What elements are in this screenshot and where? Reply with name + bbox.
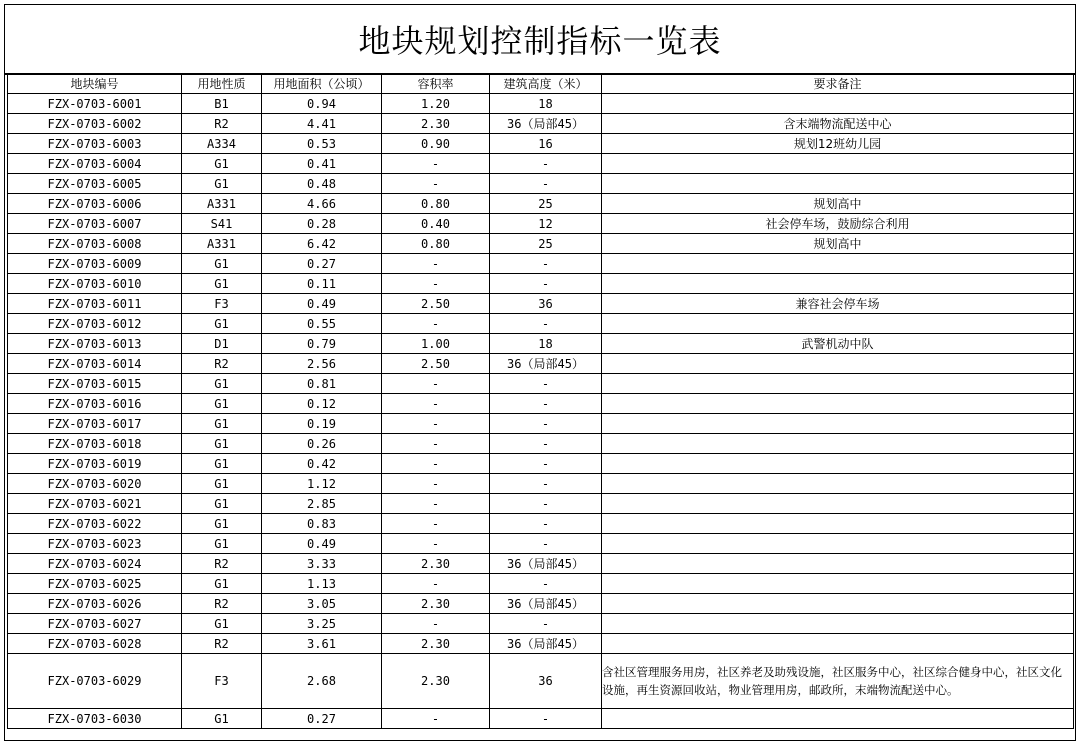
land-use-cell: G1 — [182, 454, 262, 474]
height-cell: 36（局部45） — [490, 554, 602, 574]
land-use-cell: D1 — [182, 334, 262, 354]
table-row — [8, 394, 1074, 414]
land-use-cell: R2 — [182, 114, 262, 134]
table-row — [8, 254, 1074, 274]
land-area-cell: 2.85 — [262, 494, 382, 514]
table-row — [8, 574, 1074, 594]
header-parcel-id: 地块编号 — [8, 74, 182, 94]
remarks-cell: 含末端物流配送中心 — [602, 114, 1074, 134]
table-row — [8, 294, 1074, 314]
land-use-cell: R2 — [182, 354, 262, 374]
land-use-cell: G1 — [182, 514, 262, 534]
plot-ratio-cell: - — [382, 434, 490, 454]
parcel-id-cell: FZX-0703-6003 — [8, 134, 182, 154]
plot-ratio-cell: - — [382, 514, 490, 534]
parcel-id-cell: FZX-0703-6028 — [8, 634, 182, 654]
land-area-cell: 0.55 — [262, 314, 382, 334]
height-cell: - — [490, 394, 602, 414]
parcel-id-cell: FZX-0703-6005 — [8, 174, 182, 194]
table-row — [8, 709, 1074, 729]
land-use-cell: A331 — [182, 194, 262, 214]
parcel-id-cell: FZX-0703-6017 — [8, 414, 182, 434]
remarks-cell: 武警机动中队 — [602, 334, 1074, 354]
parcel-id-cell: FZX-0703-6011 — [8, 294, 182, 314]
land-area-cell: 0.94 — [262, 94, 382, 114]
plot-ratio-cell: 2.50 — [382, 294, 490, 314]
land-use-cell: G1 — [182, 174, 262, 194]
height-cell: - — [490, 709, 602, 729]
land-use-cell: R2 — [182, 594, 262, 614]
height-cell: 16 — [490, 134, 602, 154]
land-area-cell: 0.27 — [262, 254, 382, 274]
parcel-id-cell: FZX-0703-6024 — [8, 554, 182, 574]
remarks-cell — [602, 454, 1074, 474]
parcel-id-cell: FZX-0703-6021 — [8, 494, 182, 514]
plot-ratio-cell: 1.20 — [382, 94, 490, 114]
table-row — [8, 434, 1074, 454]
land-use-cell: G1 — [182, 394, 262, 414]
land-area-cell: 0.12 — [262, 394, 382, 414]
header-plot-ratio: 容积率 — [382, 74, 490, 94]
remarks-cell: 规划高中 — [602, 234, 1074, 254]
remarks-cell — [602, 414, 1074, 434]
table-row — [8, 554, 1074, 574]
table-row — [8, 594, 1074, 614]
table-row — [8, 314, 1074, 334]
land-area-cell: 1.13 — [262, 574, 382, 594]
remarks-cell — [602, 709, 1074, 729]
height-cell: - — [490, 254, 602, 274]
plot-ratio-cell: - — [382, 394, 490, 414]
parcel-id-cell: FZX-0703-6004 — [8, 154, 182, 174]
table-row — [8, 274, 1074, 294]
plot-ratio-cell: - — [382, 709, 490, 729]
plot-ratio-cell: 0.80 — [382, 234, 490, 254]
table-row — [8, 354, 1074, 374]
plot-ratio-cell: 2.30 — [382, 554, 490, 574]
table-row — [8, 174, 1074, 194]
parcel-id-cell: FZX-0703-6025 — [8, 574, 182, 594]
table-row — [8, 634, 1074, 654]
land-use-cell: G1 — [182, 574, 262, 594]
land-use-cell: G1 — [182, 614, 262, 634]
remarks-cell — [602, 314, 1074, 334]
table-row — [8, 334, 1074, 354]
parcel-id-cell: FZX-0703-6019 — [8, 454, 182, 474]
parcel-id-cell: FZX-0703-6010 — [8, 274, 182, 294]
land-use-cell: R2 — [182, 634, 262, 654]
parcel-id-cell: FZX-0703-6022 — [8, 514, 182, 534]
plot-ratio-cell: - — [382, 254, 490, 274]
plot-ratio-cell: - — [382, 494, 490, 514]
parcel-id-cell: FZX-0703-6026 — [8, 594, 182, 614]
plot-ratio-cell: - — [382, 154, 490, 174]
land-use-cell: G1 — [182, 709, 262, 729]
parcel-id-cell: FZX-0703-6020 — [8, 474, 182, 494]
remarks-cell — [602, 614, 1074, 634]
remarks-cell — [602, 394, 1074, 414]
table-row — [8, 134, 1074, 154]
plot-ratio-cell: 0.80 — [382, 194, 490, 214]
plot-ratio-cell: 1.00 — [382, 334, 490, 354]
table-row — [8, 654, 1074, 709]
remarks-cell — [602, 374, 1074, 394]
land-use-cell: G1 — [182, 254, 262, 274]
land-use-cell: F3 — [182, 294, 262, 314]
plot-ratio-cell: - — [382, 374, 490, 394]
height-cell: - — [490, 434, 602, 454]
plot-ratio-cell: - — [382, 454, 490, 474]
height-cell: 36 — [490, 654, 602, 709]
remarks-cell — [602, 254, 1074, 274]
plot-ratio-cell: - — [382, 574, 490, 594]
height-cell: - — [490, 614, 602, 634]
table-row — [8, 514, 1074, 534]
land-area-cell: 0.83 — [262, 514, 382, 534]
land-use-cell: G1 — [182, 374, 262, 394]
land-area-cell: 1.12 — [262, 474, 382, 494]
plot-ratio-cell: 2.30 — [382, 654, 490, 709]
land-area-cell: 0.41 — [262, 154, 382, 174]
remarks-cell — [602, 474, 1074, 494]
height-cell: 25 — [490, 194, 602, 214]
height-cell: 36（局部45） — [490, 594, 602, 614]
land-area-cell: 0.81 — [262, 374, 382, 394]
table-row — [8, 234, 1074, 254]
height-cell: - — [490, 474, 602, 494]
plot-ratio-cell: 2.50 — [382, 354, 490, 374]
remarks-cell — [602, 94, 1074, 114]
remarks-cell: 规划12班幼儿园 — [602, 134, 1074, 154]
height-cell: 36（局部45） — [490, 114, 602, 134]
parcel-id-cell: FZX-0703-6007 — [8, 214, 182, 234]
header-building-height: 建筑高度（米） — [490, 74, 602, 94]
land-area-cell: 6.42 — [262, 234, 382, 254]
parcel-id-cell: FZX-0703-6014 — [8, 354, 182, 374]
land-use-cell: F3 — [182, 654, 262, 709]
land-area-cell: 0.48 — [262, 174, 382, 194]
remarks-cell — [602, 434, 1074, 454]
header-remarks: 要求备注 — [602, 74, 1074, 94]
table-title: 地块规划控制指标一览表 — [5, 5, 1075, 75]
header-land-area: 用地面积（公顷） — [262, 74, 382, 94]
plot-ratio-cell: - — [382, 474, 490, 494]
plot-ratio-cell: 0.90 — [382, 134, 490, 154]
plot-ratio-cell: - — [382, 274, 490, 294]
remarks-cell — [602, 554, 1074, 574]
remarks-cell — [602, 634, 1074, 654]
height-cell: - — [490, 534, 602, 554]
land-use-cell: G1 — [182, 534, 262, 554]
remarks-cell: 社会停车场，鼓励综合利用 — [602, 214, 1074, 234]
land-use-cell: G1 — [182, 274, 262, 294]
plot-ratio-cell: - — [382, 314, 490, 334]
land-use-cell: S41 — [182, 214, 262, 234]
parcel-id-cell: FZX-0703-6016 — [8, 394, 182, 414]
parcel-id-cell: FZX-0703-6027 — [8, 614, 182, 634]
table-row — [8, 214, 1074, 234]
table-row — [8, 374, 1074, 394]
table-row — [8, 454, 1074, 474]
plot-ratio-cell: 2.30 — [382, 114, 490, 134]
parcel-id-cell: FZX-0703-6018 — [8, 434, 182, 454]
table-row — [8, 534, 1074, 554]
parcel-id-cell: FZX-0703-6015 — [8, 374, 182, 394]
land-area-cell: 0.79 — [262, 334, 382, 354]
remarks-cell: 规划高中 — [602, 194, 1074, 214]
plot-ratio-cell: - — [382, 614, 490, 634]
land-area-cell: 0.11 — [262, 274, 382, 294]
header-land-use: 用地性质 — [182, 74, 262, 94]
parcel-id-cell: FZX-0703-6012 — [8, 314, 182, 334]
land-area-cell: 3.05 — [262, 594, 382, 614]
height-cell: - — [490, 314, 602, 334]
table-row — [8, 474, 1074, 494]
remarks-cell — [602, 514, 1074, 534]
land-area-cell: 0.27 — [262, 709, 382, 729]
land-area-cell: 3.25 — [262, 614, 382, 634]
height-cell: 12 — [490, 214, 602, 234]
remarks-cell — [602, 154, 1074, 174]
table-body — [8, 94, 1074, 729]
parcel-id-cell: FZX-0703-6001 — [8, 94, 182, 114]
height-cell: - — [490, 454, 602, 474]
height-cell: - — [490, 414, 602, 434]
remarks-cell — [602, 594, 1074, 614]
parcel-id-cell: FZX-0703-6009 — [8, 254, 182, 274]
land-use-cell: G1 — [182, 474, 262, 494]
remarks-cell: 含社区管理服务用房，社区养老及助残设施，社区服务中心，社区综合健身中心，社区文化设施，再生资源回收站，物业管理用房，邮政所，末端物流配送中心。 — [602, 654, 1074, 709]
parcel-id-cell: FZX-0703-6006 — [8, 194, 182, 214]
table-row — [8, 614, 1074, 634]
land-area-cell: 0.53 — [262, 134, 382, 154]
land-area-cell: 4.41 — [262, 114, 382, 134]
height-cell: 36（局部45） — [490, 354, 602, 374]
remarks-cell — [602, 574, 1074, 594]
parcel-id-cell: FZX-0703-6023 — [8, 534, 182, 554]
land-area-cell: 0.49 — [262, 294, 382, 314]
table-row — [8, 154, 1074, 174]
height-cell: - — [490, 174, 602, 194]
land-area-cell: 3.61 — [262, 634, 382, 654]
plot-ratio-cell: 2.30 — [382, 594, 490, 614]
table-row — [8, 194, 1074, 214]
parcel-id-cell: FZX-0703-6013 — [8, 334, 182, 354]
plot-ratio-cell: 0.40 — [382, 214, 490, 234]
remarks-cell — [602, 534, 1074, 554]
height-cell: - — [490, 514, 602, 534]
land-use-cell: G1 — [182, 434, 262, 454]
plot-ratio-cell: - — [382, 414, 490, 434]
height-cell: - — [490, 374, 602, 394]
table-row — [8, 494, 1074, 514]
table-row — [8, 94, 1074, 114]
plot-ratio-cell: 2.30 — [382, 634, 490, 654]
plot-ratio-cell: - — [382, 534, 490, 554]
header-row — [8, 74, 1074, 94]
land-use-cell: G1 — [182, 414, 262, 434]
land-area-cell: 2.56 — [262, 354, 382, 374]
land-area-cell: 0.49 — [262, 534, 382, 554]
land-area-cell: 0.26 — [262, 434, 382, 454]
land-use-cell: G1 — [182, 154, 262, 174]
parcel-id-cell: FZX-0703-6029 — [8, 654, 182, 709]
height-cell: - — [490, 494, 602, 514]
height-cell: 36 — [490, 294, 602, 314]
remarks-cell: 兼容社会停车场 — [602, 294, 1074, 314]
land-use-cell: G1 — [182, 494, 262, 514]
height-cell: - — [490, 154, 602, 174]
land-area-cell: 2.68 — [262, 654, 382, 709]
land-use-cell: A334 — [182, 134, 262, 154]
land-use-cell: R2 — [182, 554, 262, 574]
remarks-cell — [602, 494, 1074, 514]
land-area-cell: 0.42 — [262, 454, 382, 474]
planning-index-table — [7, 73, 1074, 729]
land-use-cell: G1 — [182, 314, 262, 334]
table-row — [8, 414, 1074, 434]
parcel-id-cell: FZX-0703-6030 — [8, 709, 182, 729]
height-cell: 25 — [490, 234, 602, 254]
height-cell: 18 — [490, 334, 602, 354]
parcel-id-cell: FZX-0703-6008 — [8, 234, 182, 254]
parcel-id-cell: FZX-0703-6002 — [8, 114, 182, 134]
table-row — [8, 114, 1074, 134]
land-use-cell: A331 — [182, 234, 262, 254]
land-use-cell: B1 — [182, 94, 262, 114]
height-cell: 18 — [490, 94, 602, 114]
height-cell: 36（局部45） — [490, 634, 602, 654]
land-area-cell: 0.28 — [262, 214, 382, 234]
remarks-cell — [602, 354, 1074, 374]
plot-ratio-cell: - — [382, 174, 490, 194]
land-area-cell: 4.66 — [262, 194, 382, 214]
land-area-cell: 3.33 — [262, 554, 382, 574]
remarks-cell — [602, 174, 1074, 194]
remarks-cell — [602, 274, 1074, 294]
height-cell: - — [490, 274, 602, 294]
height-cell: - — [490, 574, 602, 594]
land-area-cell: 0.19 — [262, 414, 382, 434]
